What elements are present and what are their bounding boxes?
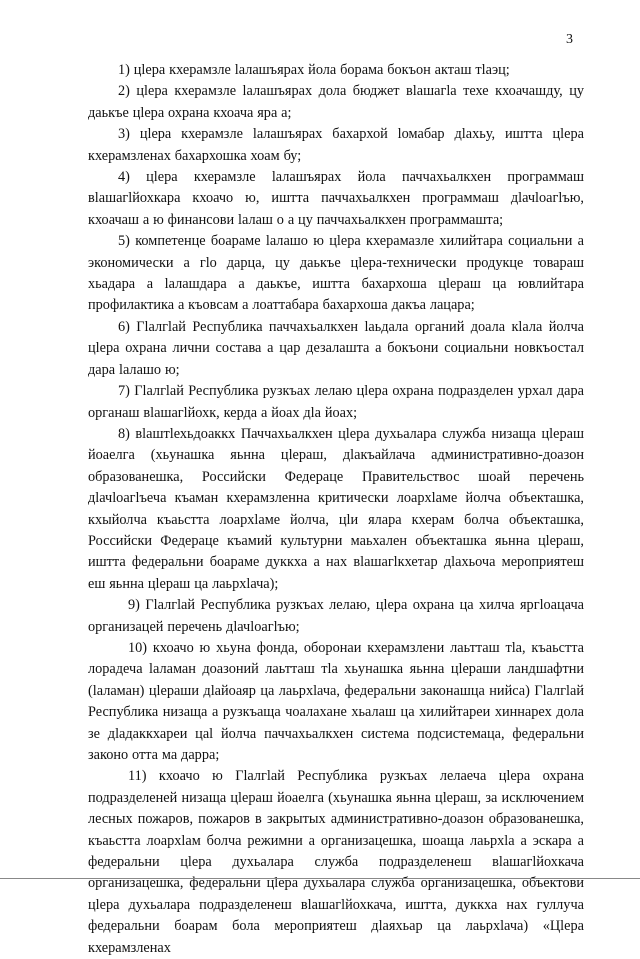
paragraph-10: 10) кхоачо ю хьуна фонда, оборонаи кхерамзлени лаьтташ тlа, къаьстта лорадеча lаламан доазоний лаьтташ тlа хьунашка яьнна цlераши ландшафтни (lаламан) цlераши дlайоаяр ца лаьрхlача, федеральни законашца нийса) Гlалгlай Республика низаща а рузкъаща чоалахане хьалаш ца хилийтареи хиннарех дола зе дlадаккхареи цаl йолча паччахьалкхен система подсистемаца, федеральни законо отта ма дарра;: [88, 639, 584, 763]
paragraph-1: 1) цlера кхерамзле lалашъярах йола борама бокъон акташ тlаэц;: [118, 62, 510, 78]
paragraph-9: 9) Гlалгlай Республика рузкъах лелаю, цlера охрана ца хилча яргlоацача организацей перечень дlачlоагlъю;: [88, 597, 584, 635]
paragraph-2: 2) цlера кхерамзле lалашъярах дола бюджет вlашагlа техе кхоачашду, цу даькъе цlера охрана кхоача яра а;: [88, 83, 584, 121]
paragraph-6: 6) Гlалгlай Республика паччахьалкхен lаьдала органий доала кlала йолча цlера охрана лични состава а цар дезалашта а бокъони социальни новкъостал дара lалашо ю;: [88, 318, 584, 378]
paragraph-3: 3) цlера кхерамзле lалашъярах бахархой lомабар дlахьу, иштта цlера кхерамзленах бахархошка хоам бу;: [88, 126, 584, 164]
document-body: [88, 60, 584, 959]
page-bottom-edge: [0, 878, 640, 879]
paragraph-8: 8) вlаштlехьдоаккх Паччахьалкхен цlера духьалара служба низаща цlераш йоаелга (хьунашка яьнна цlераш, дlакъайлача административно-доазон образованешка, Российски Федераце Правительствос шоай перечень дlачlоагlъеча къаман кхерамзленна критически лоархlаме йолча объекташка, кхыйолча къаьстта лоархlаме йолча, цlи ялара кхерам болча объекташка, Российски Федераце къамий культурни маьхален объекташка яьнна цlераш, иштта федеральни боараме дуккха а нах вlашагlкхетар дlахьоча мероприятеш еш яьнна цlераш ца лаьрхlача);: [88, 425, 584, 592]
paragraph-11: 11) кхоачо ю Гlалгlай Республика рузкъах лелаеча цlера охрана подразделеней низаща цlераш йоаелга (хьунашка яьнна цlераш, за исключением лесных пожаров, пожаров в закрытых административно-доазон образованешка, къаьстта лоархlам болча режимни а организацешка, шоаща лаьрхlа а эскара а федеральни цlера духьалара служба подразделенеш вlашагlйохкача организацешка, федеральни цlера духьалара служба организацешка, объектови цlера духьалара подразделенеш вlашагlйохкача, иштта, дуккха нах гуллуча федеральни боарам бола мероприятеш дlаяхьар ца лаьрхlача) «Цlера кхерамзленах: [88, 768, 584, 956]
paragraph-7: 7) Гlалгlай Республика рузкъах лелаю цlера охрана подразделен урхал дара органаш вlашагlйохк, керда а йоах дlа йоах;: [88, 383, 584, 421]
page-number: 3: [566, 32, 573, 47]
paragraph-4: 4) цlера кхерамзле lалашъярах йола паччахьалкхен программаш вlашагlйохкара кхоачо ю, иштта паччахьалкхен программаш дlачlоагlъю, кхоачаш а ю финансови lалаш о а цу паччахьалкхен программашта;: [88, 169, 584, 228]
paragraph-5: 5) компетенце боараме lалашо ю цlера кхерамазле хилийтара социальни а экономически а гlо дарца, цу даькъе цlера-технически продукце товараш хьадара а lалашдара а даькъе, иштта бахархоша цlераш ца ювлийтара профилактика а къовсам а лоаттабара бахархоша дакъа лацара;: [88, 233, 584, 314]
